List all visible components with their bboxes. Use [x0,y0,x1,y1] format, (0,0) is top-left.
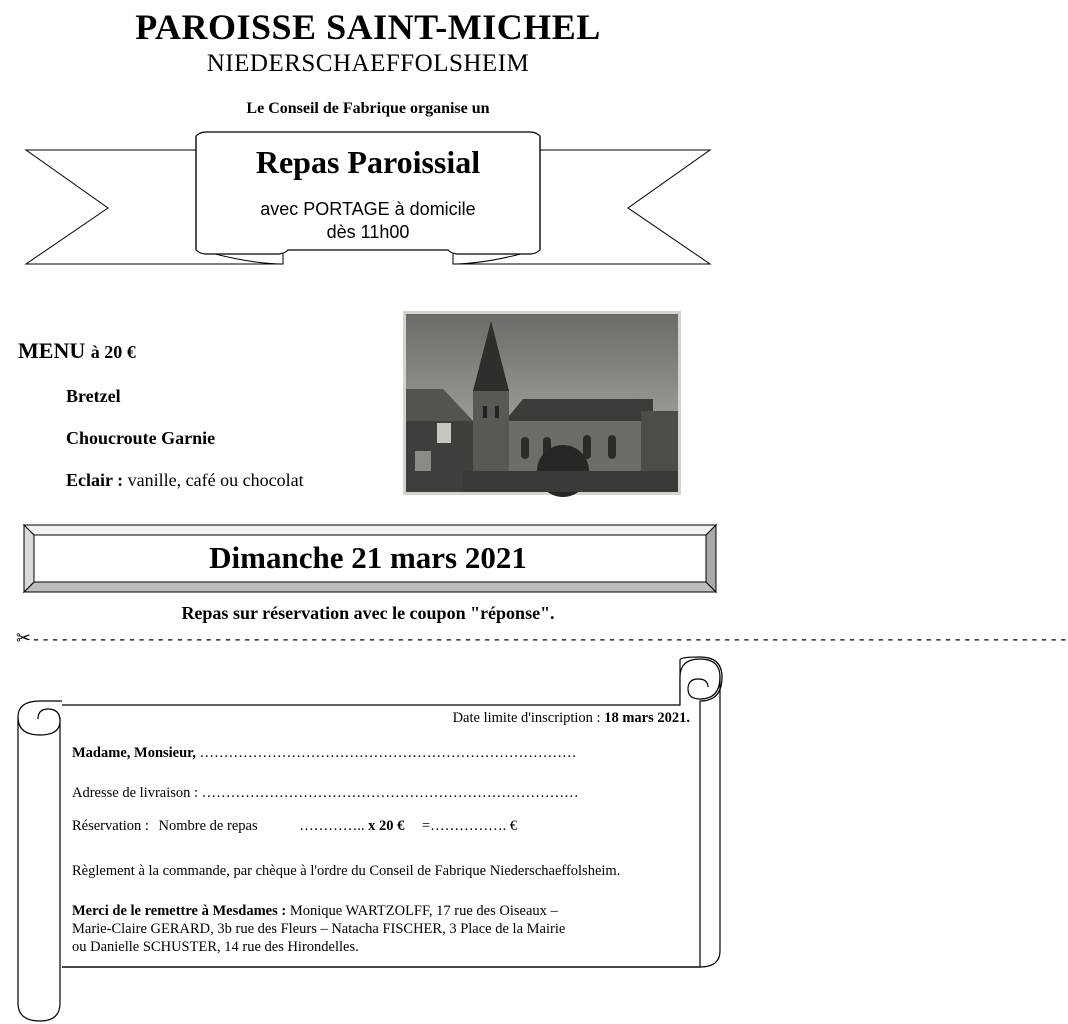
name-dots: …………………………………………………………………… [199,745,577,761]
deadline-label: Date limite d'inscription : [452,710,601,726]
dashed-line: ------------------------------------------------------------------------------------------------------------ [31,631,1068,649]
organizer-line: Le Conseil de Fabrique organise un [246,100,490,117]
menu-heading [18,338,136,364]
village-name: NIEDERSCHAEFFOLSHEIM [206,50,530,77]
return-contact: Monique WARTZOLFF, 17 rue des Oiseaux – [289,903,558,919]
payment-note: Règlement à la commande, par chèque à l'ordre du Conseil de Fabrique Niederschaeffolsheim. [72,863,621,879]
return-line-3: ou Danielle SCHUSTER, 14 rue des Hirondelles. [72,939,359,955]
price-multiplier: x 20 € [368,818,405,834]
parish-title: PAROISSE SAINT-MICHEL [135,7,601,47]
menu-item [66,428,215,449]
church-photo [403,311,681,495]
return-line-1 [72,903,558,920]
menu-item-detail: vanille, café ou chocolat [127,470,304,490]
reservation-field[interactable] [72,818,517,835]
deadline-line [453,710,690,727]
event-title: Repas Paroissial [255,144,481,180]
return-label: Merci de le remettre à Mesdames : [72,903,287,919]
meals-dots: ………….. [299,818,365,834]
menu-item-name: Bretzel [66,386,121,406]
menu-item-name: Choucroute Garnie [66,428,216,448]
total-dots: =……………. € [421,818,518,834]
menu-price: à 20 € [90,342,136,362]
meals-label: Nombre de repas [158,818,258,834]
menu-item [66,470,304,491]
name-label: Madame, Monsieur, [72,745,196,761]
address-label: Adresse de livraison : [72,785,199,801]
scissors-icon: ✂ [16,628,32,649]
deadline-date: 18 mars 2021. [604,710,690,726]
time-line: dès 11h00 [326,222,410,242]
address-dots: …………………………………………………………………… [201,785,579,801]
address-field[interactable] [72,785,579,802]
event-date: Dimanche 21 mars 2021 [209,540,527,575]
name-field[interactable] [72,745,577,762]
menu-item [66,386,121,407]
delivery-line: avec PORTAGE à domicile [260,199,476,219]
menu-label: MENU [18,338,86,363]
return-line-2: Marie-Claire GERARD, 3b rue des Fleurs – Natacha FISCHER, 3 Place de la Mairie [72,921,566,937]
reservation-label: Réservation : [72,818,149,834]
reservation-note: Repas sur réservation avec le coupon "réponse". [181,603,555,623]
menu-item-name: Eclair : [66,470,124,490]
cut-line [16,628,1068,649]
